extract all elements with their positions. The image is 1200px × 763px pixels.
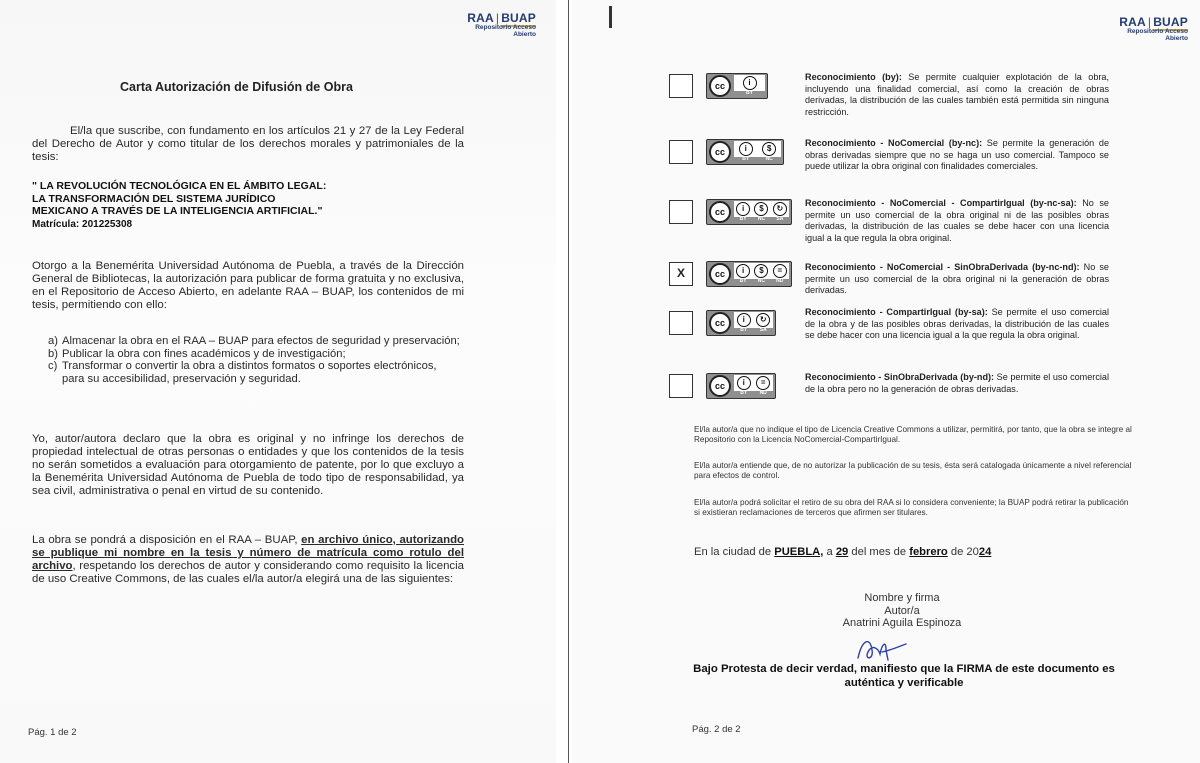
cc-by-nc-badge: cc i $ BY NC bbox=[706, 139, 784, 165]
cc-icon: cc bbox=[709, 312, 731, 334]
attribution-icon: i bbox=[743, 76, 757, 90]
list-item: c) Transformar o convertir la obra a distintos formatos o soportes electrónicos, para su accesibilidad, preservación y seguridad. bbox=[48, 360, 437, 385]
sharealike-icon: ↻ bbox=[773, 202, 787, 216]
license-checkbox[interactable] bbox=[669, 200, 693, 224]
document-page-1 bbox=[0, 0, 556, 763]
noncommercial-icon: $ bbox=[754, 264, 768, 278]
declaration-paragraph: Yo, autor/autora declaro que la obra es original y no infringe los derechos de propiedad intelectual de otras personas o entidades y que los contenidos de la tesis no serán sometidos a evaluación para otorgamiento de patente, por lo que excluyo a la Benemérita Universidad Autónoma de Puebla de todo tipo de responsabilidad, ya sea civil, administrativa o penal en virtud de su contenido. bbox=[32, 433, 464, 497]
grant-paragraph: Otorgo a la Benemérita Universidad Autónoma de Puebla, a través de la Dirección General de Bibliotecas, la autorización para publicar de forma gratuita y no exclusiva, en el Repositorio de Acceso Abierto, en adelante RAA – BUAP, los contenidos de mi tesis, permitiendo con ello: bbox=[32, 260, 464, 311]
note-default-license: El/la autor/a que no indique el tipo de Licencia Creative Commons a utilizar, permitirá, por tanto, que la obra se integre al Repositorio con la Licencia NoComercial-CompartirIgual. bbox=[694, 425, 1132, 444]
cc-icon: cc bbox=[709, 263, 731, 285]
noderivatives-icon: = bbox=[773, 264, 787, 278]
cc-icon: cc bbox=[709, 375, 731, 397]
note-referential: El/la autor/a entiende que, de no autorizar la publicación de su tesis, ésta será catalogada únicamente a nivel referencial para efectos de control. bbox=[694, 461, 1132, 480]
list-item: a) Almacenar la obra en el RAA – BUAP para efectos de seguridad y preservación; bbox=[48, 335, 460, 347]
license-option-by-nd bbox=[669, 372, 1109, 408]
attribution-icon: i bbox=[736, 264, 750, 278]
cc-icon: cc bbox=[709, 141, 731, 163]
license-checkbox[interactable] bbox=[669, 140, 693, 164]
attribution-icon: i bbox=[736, 202, 750, 216]
noderivatives-icon: = bbox=[756, 376, 770, 390]
license-checkbox-selected[interactable]: X bbox=[669, 262, 693, 286]
cc-icon: cc bbox=[709, 75, 731, 97]
license-description: Reconocimiento - SinObraDerivada (by-nd): Se permite el uso comercial de la obra pero no la generación de obras derivadas. bbox=[805, 372, 1109, 394]
page-number: Pág. 2 de 2 bbox=[692, 724, 741, 735]
license-checkbox[interactable] bbox=[669, 311, 693, 335]
attribution-icon: i bbox=[737, 376, 751, 390]
noncommercial-icon: $ bbox=[754, 202, 768, 216]
license-description: Reconocimiento - NoComercial - SinObraDerivada (by-nc-nd): No se permite un uso comercial de la obra original ni la generación de obras derivadas. bbox=[805, 262, 1109, 296]
license-option-by-sa bbox=[669, 307, 1109, 369]
cc-by-nc-sa-badge: cc i $ ↻ BY NC SA bbox=[706, 199, 792, 225]
signature-block: Nombre y firma Autor/a Anatrini Aguila Espinoza bbox=[842, 592, 962, 629]
license-description: Reconocimiento - NoComercial (by-nc): Se permite la generación de obras derivadas siempre que no se haga un uso comercial. Tampoco se puede utilizar la obra original con finalidades comerciales. bbox=[805, 138, 1109, 172]
sharealike-icon: ↻ bbox=[756, 313, 770, 327]
place-date-line: En la ciudad de PUEBLA, a 29 del mes de febrero de 2024 bbox=[694, 546, 992, 558]
thesis-title: " LA REVOLUCIÓN TECNOLÓGICA EN EL ÁMBITO LEGAL: LA TRANSFORMACIÓN DEL SISTEMA JURÍDICO MEXICANO A TRAVÉS DE LA INTELIGENCIA ARTIFICIAL." Matrícula: 201225308 bbox=[32, 180, 327, 230]
noncommercial-icon: $ bbox=[762, 142, 776, 156]
license-checkbox[interactable] bbox=[669, 74, 693, 98]
scan-edge-mark bbox=[609, 6, 612, 28]
license-option-by bbox=[669, 72, 1109, 136]
cc-icon: cc bbox=[709, 201, 731, 223]
license-checkbox[interactable] bbox=[669, 374, 693, 398]
raa-buap-logo: RAA | BUAP Repositorio Acceso Abierto bbox=[467, 11, 536, 38]
page-number: Pág. 1 de 2 bbox=[28, 727, 77, 738]
cc-by-badge: cc i BY bbox=[706, 73, 768, 99]
license-option-by-nc bbox=[669, 138, 1109, 198]
attribution-icon: i bbox=[737, 313, 751, 327]
license-option-by-nc-nd bbox=[669, 262, 1109, 306]
availability-paragraph: La obra se pondrá a disposición en el RAA – BUAP, en archivo único, autorizando se publique mi nombre en la tesis y número de matrícula como rotulo del archivo, respetando los derechos de autor y considerando como requisito la licencia de uso Creative Commons, de las cuales el/la autor/a elegirá una de las siguientes: bbox=[32, 534, 465, 585]
handwritten-signature bbox=[852, 634, 912, 664]
note-withdrawal: El/la autor/a podrá solicitar el retiro de su obra del RAA si lo considera conveniente; la BUAP podrá retirar la publicación si existieran reclamaciones de terceros que afirmen ser titulares. bbox=[694, 498, 1129, 517]
cc-by-nd-badge: cc i = BY ND bbox=[706, 373, 776, 399]
permissions-list bbox=[48, 335, 462, 385]
sworn-statement: Bajo Protesta de decir verdad, manifiesto que la FIRMA de este documento es auténtica y verificable bbox=[693, 663, 1115, 689]
intro-paragraph: El/la que suscribe, con fundamento en los artículos 21 y 27 de la Ley Federal del Derecho de Autor y como titular de los derechos morales y patrimoniales de la tesis: bbox=[32, 125, 464, 163]
license-description: Reconocimiento (by): Se permite cualquier explotación de la obra, incluyendo una finalidad comercial, así como la creación de obras derivadas, la distribución de las cuales también está permitida sin ninguna restricción. bbox=[805, 72, 1110, 117]
license-description: Reconocimiento - CompartirIgual (by-sa): Se permite el uso comercial de la obra y de las posibles obras derivadas, la distribución de las cuales se debe hacer con una licencia igual a la que regula la obra original. bbox=[805, 307, 1109, 341]
cc-by-sa-badge: cc i ↻ BY SA bbox=[706, 310, 776, 336]
license-option-by-nc-sa bbox=[669, 198, 1109, 260]
attribution-icon: i bbox=[739, 142, 753, 156]
document-page-2 bbox=[572, 0, 1200, 763]
list-item: b) Publicar la obra con fines académicos y de investigación; bbox=[48, 347, 346, 360]
raa-buap-logo: RAA | BUAP Repositorio Acceso Abierto bbox=[1119, 15, 1188, 42]
page-title: Carta Autorización de Difusión de Obra bbox=[120, 80, 353, 94]
cc-by-nc-nd-badge: cc i $ = BY NC ND bbox=[706, 261, 792, 287]
license-description: Reconocimiento - NoComercial - CompartirIgual (by-nc-sa): No se permite un uso comercial de la obra original ni de las posibles obras derivadas, la distribución de las cuales se debe hacer con una licencia igual a la que regula la obra original. bbox=[805, 198, 1109, 243]
page-divider bbox=[556, 0, 572, 763]
